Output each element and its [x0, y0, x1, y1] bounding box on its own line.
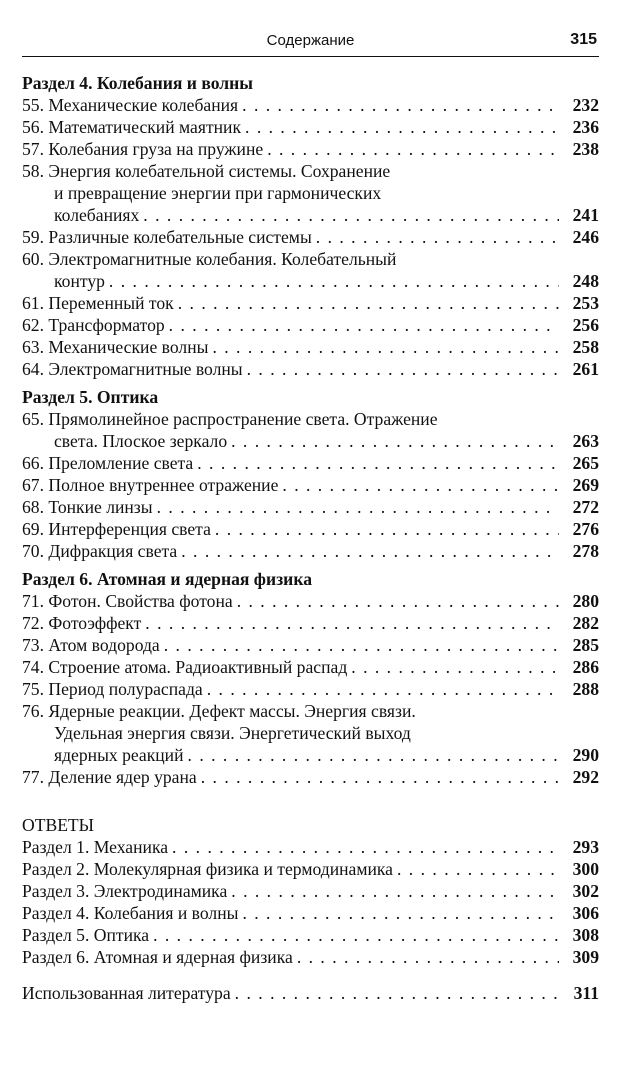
entry-title: Использованная литература	[22, 983, 231, 1003]
entry-title: колебаниях	[54, 205, 140, 225]
entry-title: 71. Фотон. Свойства фотона	[22, 591, 233, 611]
entry-title: 55. Механические колебания	[22, 95, 239, 115]
leader-dots	[145, 612, 559, 634]
entry-title: контур	[54, 271, 105, 291]
toc-entry	[22, 336, 599, 358]
entry-line: 60. Электромагнитные колебания. Колебательный	[22, 249, 397, 269]
toc-entry	[22, 540, 599, 562]
entry-page: 292	[572, 767, 599, 787]
leader-dots	[172, 836, 559, 858]
entry-title: Раздел 5. Оптика	[22, 925, 150, 945]
toc-entry	[22, 612, 599, 634]
entry-line: Удельная энергия связи. Энергетический выход	[54, 723, 411, 743]
entry-title: Раздел 3. Электродинамика	[22, 881, 228, 901]
entry-line: 76. Ядерные реакции. Дефект массы. Энергия связи.	[22, 701, 416, 721]
leader-dots	[181, 540, 559, 562]
entry-title: Раздел 4. Колебания и волны	[22, 903, 239, 923]
leader-dots	[164, 634, 559, 656]
toc-entry	[22, 858, 599, 880]
entry-title: 57. Колебания груза на пружине	[22, 139, 264, 159]
leader-dots	[282, 474, 559, 496]
toc-entry	[22, 430, 599, 452]
toc-entry	[22, 924, 599, 946]
entry-title: Раздел 6. Атомная и ядерная физика	[22, 947, 293, 967]
entry-title: 72. Фотоэффект	[22, 613, 142, 633]
entry-title: Раздел 1. Механика	[22, 837, 169, 857]
leader-dots	[201, 766, 559, 788]
leader-dots	[157, 496, 559, 518]
table-of-contents	[22, 72, 599, 1004]
entry-line: 58. Энергия колебательной системы. Сохранение	[22, 161, 391, 181]
entry-page: 241	[572, 205, 599, 225]
leader-dots	[237, 590, 559, 612]
toc-entry	[22, 946, 599, 968]
leader-dots	[231, 880, 559, 902]
toc-entry	[22, 590, 599, 612]
answers-heading: ОТВЕТЫ	[22, 815, 95, 835]
entry-page: 300	[572, 859, 599, 879]
leader-dots	[351, 656, 559, 678]
toc-entry	[22, 634, 599, 656]
entry-page: 265	[572, 453, 599, 473]
toc-entry	[22, 94, 599, 116]
entry-page: 263	[572, 431, 599, 451]
toc-entry	[22, 518, 599, 540]
entry-page: 278	[572, 541, 599, 561]
leader-dots	[245, 116, 559, 138]
toc-entry	[22, 678, 599, 700]
toc-entry	[22, 204, 599, 226]
section-heading: Раздел 5. Оптика	[22, 387, 159, 407]
entry-title: 61. Переменный ток	[22, 293, 174, 313]
leader-dots	[197, 452, 559, 474]
entry-page: 311	[573, 983, 599, 1003]
section-heading: Раздел 4. Колебания и волны	[22, 73, 254, 93]
leader-dots	[247, 358, 559, 380]
entry-page: 293	[572, 837, 599, 857]
toc-entry	[22, 452, 599, 474]
entry-title: 69. Интерференция света	[22, 519, 211, 539]
leader-dots	[207, 678, 559, 700]
leader-dots	[297, 946, 559, 968]
toc-entry	[22, 474, 599, 496]
entry-title: 62. Трансформатор	[22, 315, 165, 335]
leader-dots	[397, 858, 559, 880]
toc-entry	[22, 880, 599, 902]
leader-dots	[188, 744, 559, 766]
page-number: 315	[570, 31, 597, 48]
entry-page: 280	[572, 591, 599, 611]
entry-title: света. Плоское зеркало	[54, 431, 228, 451]
entry-page: 285	[572, 635, 599, 655]
toc-entry	[22, 292, 599, 314]
toc-entry	[22, 314, 599, 336]
leader-dots	[242, 94, 559, 116]
entry-page: 236	[572, 117, 599, 137]
leader-dots	[169, 314, 559, 336]
toc-entry	[22, 270, 599, 292]
entry-page: 253	[572, 293, 599, 313]
entry-page: 290	[572, 745, 599, 765]
toc-entry	[22, 116, 599, 138]
header-title: Содержание	[266, 32, 355, 49]
toc-entry	[22, 138, 599, 160]
entry-title: 64. Электромагнитные волны	[22, 359, 243, 379]
entry-page: 232	[572, 95, 599, 115]
entry-page: 308	[572, 925, 599, 945]
entry-page: 238	[572, 139, 599, 159]
entry-page: 282	[572, 613, 599, 633]
entry-title: 63. Механические волны	[22, 337, 209, 357]
entry-line: и превращение энергии при гармонических	[54, 183, 382, 203]
entry-page: 258	[572, 337, 599, 357]
entry-line: 65. Прямолинейное распространение света. Отражение	[22, 409, 438, 429]
entry-title: 70. Дифракция света	[22, 541, 178, 561]
leader-dots	[242, 902, 559, 924]
entry-page: 288	[572, 679, 599, 699]
leader-dots	[215, 518, 559, 540]
section-heading: Раздел 6. Атомная и ядерная физика	[22, 569, 312, 589]
entry-page: 246	[572, 227, 599, 247]
leader-dots	[267, 138, 559, 160]
leader-dots	[316, 226, 559, 248]
toc-entry	[22, 358, 599, 380]
entry-page: 276	[572, 519, 599, 539]
entry-title: Раздел 2. Молекулярная физика и термодинамика	[22, 859, 393, 879]
entry-page: 248	[572, 271, 599, 291]
running-header	[22, 30, 599, 57]
toc-entry	[22, 766, 599, 788]
toc-entry	[22, 496, 599, 518]
leader-dots	[235, 982, 559, 1004]
leader-dots	[212, 336, 559, 358]
toc-entry-references	[22, 982, 599, 1004]
leader-dots	[109, 270, 559, 292]
entry-title: 68. Тонкие линзы	[22, 497, 153, 517]
entry-page: 309	[572, 947, 599, 967]
entry-page: 269	[572, 475, 599, 495]
entry-title: 74. Строение атома. Радиоактивный распад	[22, 657, 348, 677]
leader-dots	[178, 292, 559, 314]
toc-entry	[22, 902, 599, 924]
toc-entry	[22, 226, 599, 248]
entry-title: 77. Деление ядер урана	[22, 767, 197, 787]
leader-dots	[143, 204, 559, 226]
entry-title: 75. Период полураспада	[22, 679, 203, 699]
leader-dots	[153, 924, 559, 946]
toc-entry	[22, 744, 599, 766]
entry-title: ядерных реакций	[54, 745, 184, 765]
entry-page: 272	[572, 497, 599, 517]
toc-entry	[22, 836, 599, 858]
entry-page: 261	[572, 359, 599, 379]
entry-title: 67. Полное внутреннее отражение	[22, 475, 279, 495]
entry-page: 286	[572, 657, 599, 677]
entry-page: 302	[572, 881, 599, 901]
entry-title: 56. Математический маятник	[22, 117, 242, 137]
toc-entry	[22, 656, 599, 678]
entry-title: 66. Преломление света	[22, 453, 194, 473]
entry-page: 256	[572, 315, 599, 335]
entry-title: 59. Различные колебательные системы	[22, 227, 312, 247]
entry-page: 306	[572, 903, 599, 923]
leader-dots	[231, 430, 559, 452]
entry-title: 73. Атом водорода	[22, 635, 160, 655]
